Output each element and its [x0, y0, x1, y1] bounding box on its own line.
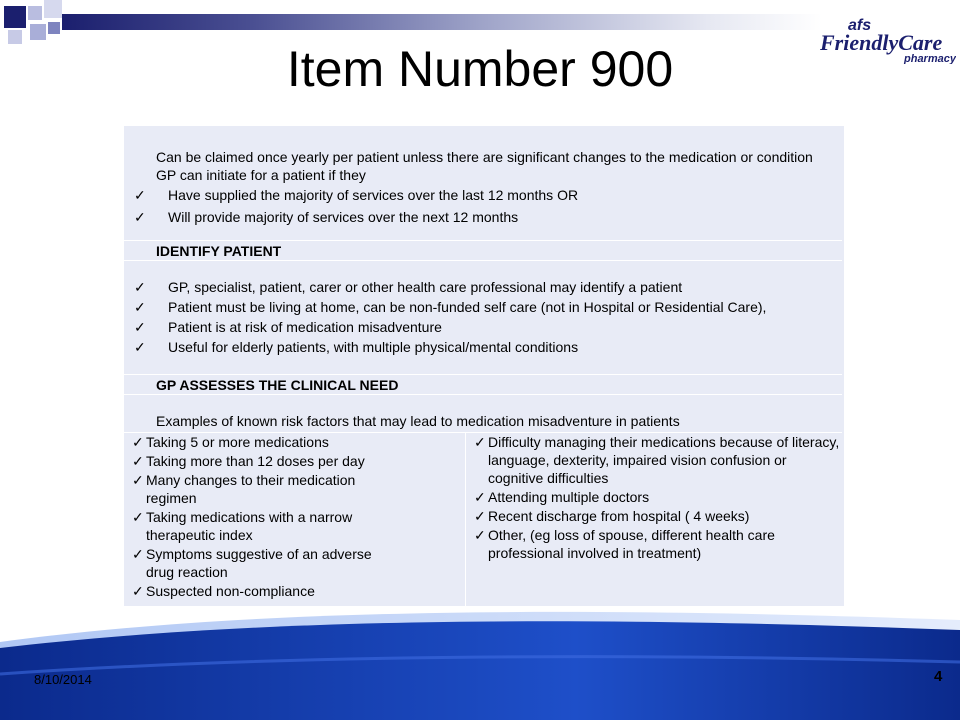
- list-item: ✓ Many changes to their medication regimen: [132, 472, 356, 506]
- checkmark-icon: ✓: [134, 299, 146, 315]
- checkmark-icon: ✓: [132, 453, 144, 469]
- risk-factors-intro: Examples of known risk factors that may lead to medication misadventure in patients: [156, 413, 680, 429]
- logo-friendlycare-text: FriendlyCare: [820, 30, 943, 55]
- corner-square-6: [48, 22, 60, 34]
- list-item: ✓ Useful for elderly patients, with multiple physical/mental conditions: [134, 339, 579, 355]
- row-divider: [124, 260, 842, 261]
- risk-factors-right-column: [466, 433, 840, 562]
- list-item: ✓ Difficulty managing their medications because of literacy, language, dexterity, impaired vision confusion or cognitive difficulties: [474, 434, 840, 486]
- risk-list-right: [466, 433, 840, 562]
- risk-intro-row: [124, 412, 842, 430]
- corner-square-1: [4, 6, 26, 28]
- corner-square-3: [44, 0, 62, 18]
- corner-square-5: [30, 24, 46, 40]
- checkmark-icon: ✓: [132, 509, 144, 525]
- header-gradient-bar: [62, 14, 822, 30]
- checkmark-icon: ✓: [132, 583, 144, 599]
- list-item: ✓ Suspected non-compliance: [132, 583, 315, 599]
- risk-list-left: [124, 433, 454, 600]
- assess-need-heading: GP ASSESSES THE CLINICAL NEED: [156, 377, 399, 393]
- list-item: ✓ Have supplied the majority of services over the last 12 months OR: [134, 187, 579, 203]
- row-divider: [124, 374, 842, 375]
- list-item: ✓ Taking 5 or more medications: [132, 434, 329, 450]
- list-item: ✓ Symptoms suggestive of an adverse drug reaction: [132, 546, 372, 580]
- risk-factors-left-column: [124, 433, 454, 600]
- list-item: ✓ Other, (eg loss of spouse, different health care professional involved in treatment): [474, 527, 775, 561]
- list-item: ✓ Attending multiple doctors: [474, 489, 650, 505]
- checkmark-icon: ✓: [134, 209, 146, 225]
- list-item: ✓ Will provide majority of services over the next 12 months: [134, 209, 519, 225]
- identify-patient-heading: IDENTIFY PATIENT: [156, 243, 282, 259]
- checkmark-icon: ✓: [132, 546, 144, 562]
- logo-afs-text: afs: [848, 17, 872, 34]
- page-title: Item Number 900: [286, 41, 674, 97]
- checkmark-icon: ✓: [134, 339, 146, 355]
- list-item: ✓ Recent discharge from hospital ( 4 weeks): [474, 508, 750, 524]
- list-item: ✓ Patient must be living at home, can be non-funded self care (not in Hospital or Residential Care),: [134, 299, 767, 315]
- identify-block: [124, 278, 842, 356]
- list-item: ✓ Taking medications with a narrow therapeutic index: [132, 509, 353, 543]
- logo-pharmacy-text: pharmacy: [904, 53, 956, 64]
- eligibility-intro: Can be claimed once yearly per patient unless there are significant changes to the medication or condition: [156, 149, 813, 165]
- row-divider: [124, 240, 842, 241]
- checkmark-icon: ✓: [134, 187, 146, 203]
- eligibility-list: [124, 186, 842, 226]
- checkmark-icon: ✓: [134, 279, 146, 295]
- slide-date: 8/10/2014: [34, 672, 92, 687]
- checkmark-icon: ✓: [134, 319, 146, 335]
- corner-square-2: [28, 6, 42, 20]
- list-item: ✓ Taking more than 12 doses per day: [132, 453, 365, 469]
- eligibility-block: [124, 148, 842, 226]
- row-divider: [124, 394, 842, 395]
- content-panel: [124, 126, 844, 606]
- checkmark-icon: ✓: [474, 489, 486, 505]
- checkmark-icon: ✓: [474, 508, 486, 524]
- checkmark-icon: ✓: [132, 434, 144, 450]
- list-item: ✓ Patient is at risk of medication misadventure: [134, 319, 442, 335]
- checkmark-icon: ✓: [474, 434, 486, 450]
- identify-heading-row: [124, 242, 842, 260]
- eligibility-lead: GP can initiate for a patient if they: [156, 167, 366, 183]
- assess-heading-row: [124, 376, 842, 394]
- list-item: ✓ GP, specialist, patient, carer or other health care professional may identify a patient: [134, 279, 683, 295]
- identify-list: [124, 278, 842, 356]
- checkmark-icon: ✓: [132, 472, 144, 488]
- slide-number: 4: [934, 668, 943, 685]
- checkmark-icon: ✓: [474, 527, 486, 543]
- footer-wave-decoration: [0, 604, 960, 720]
